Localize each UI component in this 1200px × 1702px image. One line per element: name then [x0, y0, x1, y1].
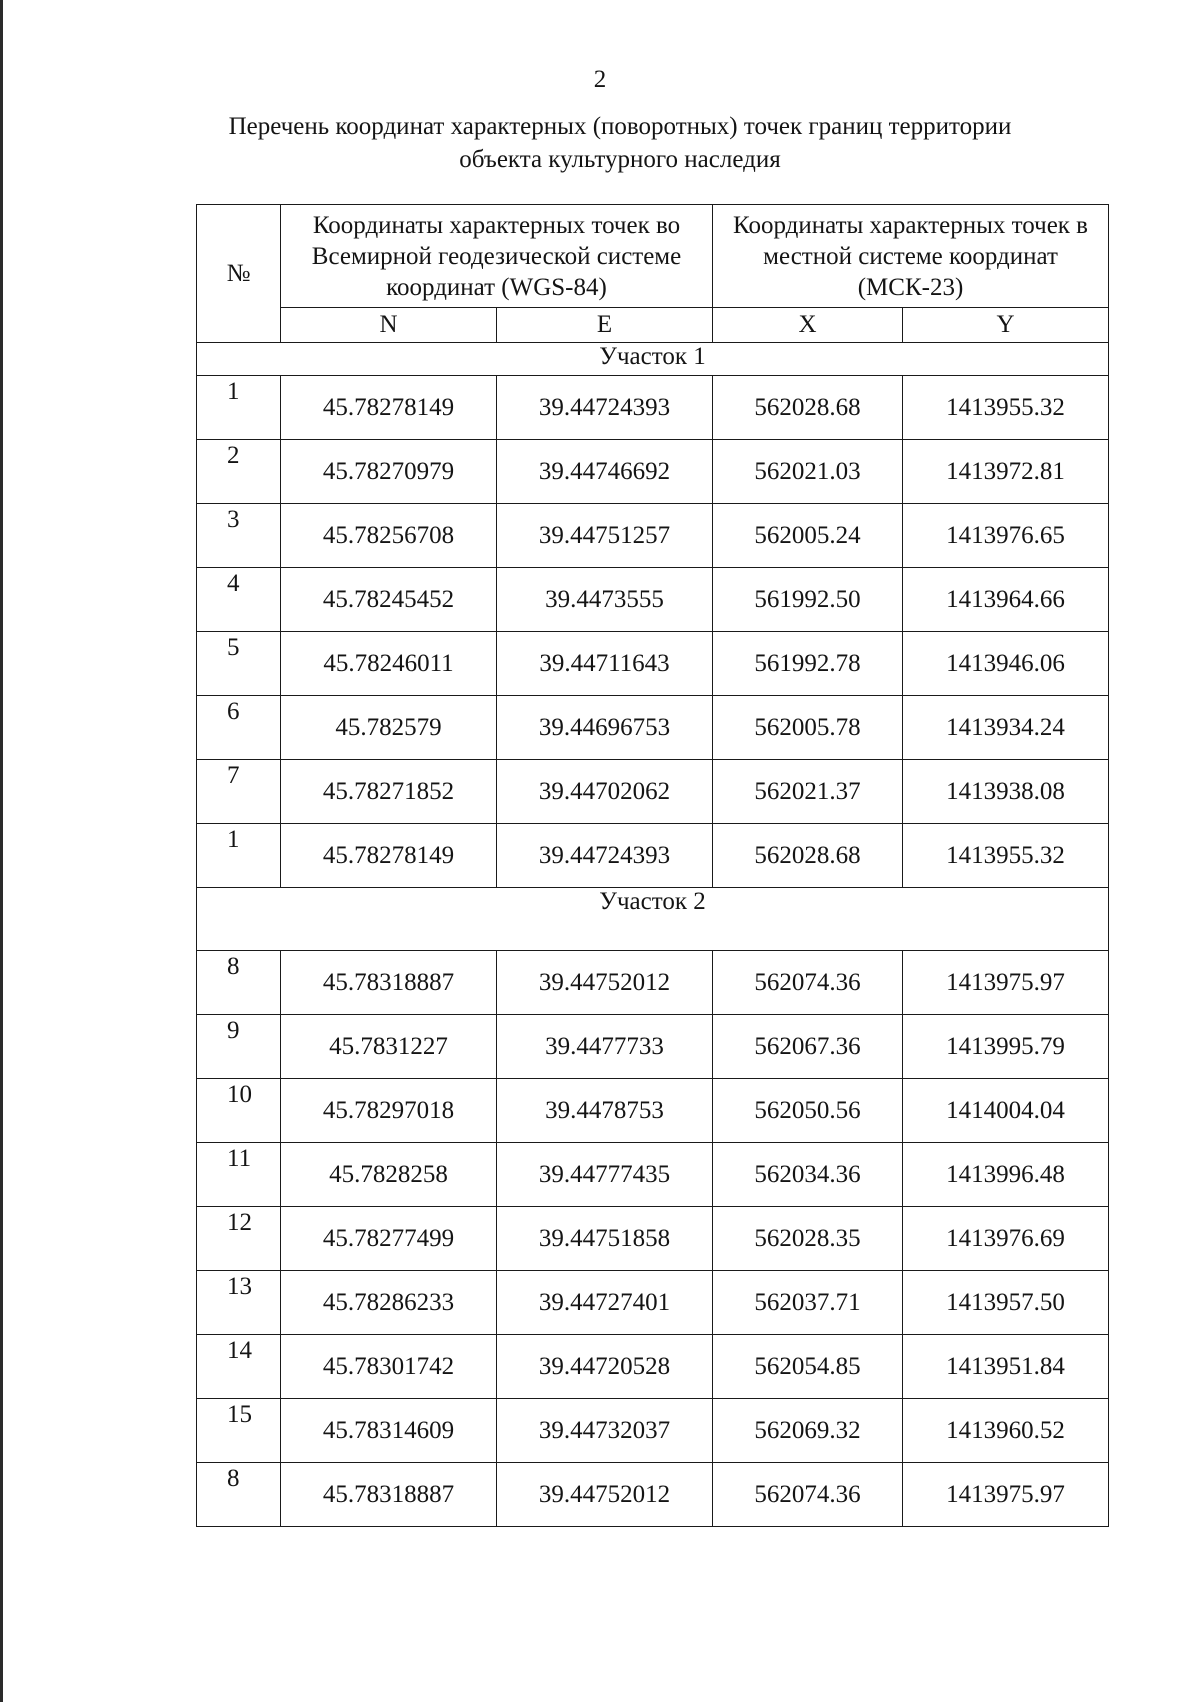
- cell-longitude-e: 39.44724393: [497, 376, 713, 440]
- cell-point-number: 12: [197, 1207, 281, 1271]
- cell-coord-x: 562054.85: [713, 1335, 903, 1399]
- page-number: 2: [593, 66, 607, 93]
- table-row: [197, 824, 1109, 888]
- cell-longitude-e: 39.44702062: [497, 760, 713, 824]
- table-row: [197, 951, 1109, 1015]
- cell-latitude-n: 45.78277499: [281, 1207, 497, 1271]
- cell-longitude-e: 39.44696753: [497, 696, 713, 760]
- cell-point-number: 1: [197, 376, 281, 440]
- cell-coord-y: 1413976.69: [903, 1207, 1109, 1271]
- cell-latitude-n: 45.7828258: [281, 1143, 497, 1207]
- cell-longitude-e: 39.4477733: [497, 1015, 713, 1079]
- cell-coord-x: 562028.68: [713, 376, 903, 440]
- cell-coord-x: 562005.24: [713, 504, 903, 568]
- cell-coord-y: 1413975.97: [903, 951, 1109, 1015]
- cell-latitude-n: 45.78318887: [281, 951, 497, 1015]
- cell-coord-y: 1414004.04: [903, 1079, 1109, 1143]
- table-row: [197, 1015, 1109, 1079]
- cell-point-number: 6: [197, 696, 281, 760]
- table-row: [197, 1399, 1109, 1463]
- cell-latitude-n: 45.782579: [281, 696, 497, 760]
- cell-latitude-n: 45.78286233: [281, 1271, 497, 1335]
- column-group-wgs84: Координаты характерных точек во Всемирной геодезической системе координат (WGS-84): [281, 205, 713, 308]
- table-row: [197, 1207, 1109, 1271]
- table-row: [197, 760, 1109, 824]
- cell-coord-y: 1413995.79: [903, 1015, 1109, 1079]
- cell-longitude-e: 39.44751858: [497, 1207, 713, 1271]
- column-header-number: №: [197, 205, 281, 343]
- cell-coord-x: 562074.36: [713, 951, 903, 1015]
- cell-latitude-n: 45.78256708: [281, 504, 497, 568]
- table-row: [197, 696, 1109, 760]
- cell-latitude-n: 45.78245452: [281, 568, 497, 632]
- table-row: [197, 1463, 1109, 1527]
- cell-longitude-e: 39.44724393: [497, 824, 713, 888]
- cell-point-number: 1: [197, 824, 281, 888]
- cell-coord-x: 562067.36: [713, 1015, 903, 1079]
- table-body: [197, 343, 1109, 1527]
- cell-point-number: 2: [197, 440, 281, 504]
- cell-coord-x: 562021.37: [713, 760, 903, 824]
- cell-latitude-n: 45.78246011: [281, 632, 497, 696]
- cell-point-number: 4: [197, 568, 281, 632]
- column-group-msk23: Координаты характерных точек в местной системе координат (МСК-23): [713, 205, 1109, 308]
- table-row: [197, 1143, 1109, 1207]
- cell-coord-x: 562028.68: [713, 824, 903, 888]
- cell-point-number: 11: [197, 1143, 281, 1207]
- cell-point-number: 5: [197, 632, 281, 696]
- section-label: Участок 1: [197, 343, 1109, 376]
- cell-longitude-e: 39.44711643: [497, 632, 713, 696]
- table-row: [197, 568, 1109, 632]
- cell-coord-y: 1413957.50: [903, 1271, 1109, 1335]
- cell-coord-x: 562050.56: [713, 1079, 903, 1143]
- cell-longitude-e: 39.44720528: [497, 1335, 713, 1399]
- cell-coord-x: 562074.36: [713, 1463, 903, 1527]
- cell-longitude-e: 39.44752012: [497, 1463, 713, 1527]
- document-title-line-2: объекта культурного наследия: [459, 146, 781, 173]
- column-header-n: N: [281, 308, 497, 343]
- cell-coord-y: 1413955.32: [903, 376, 1109, 440]
- column-header-y: Y: [903, 308, 1109, 343]
- coordinates-table: [196, 204, 1109, 1527]
- cell-coord-x: 562034.36: [713, 1143, 903, 1207]
- cell-coord-y: 1413938.08: [903, 760, 1109, 824]
- cell-latitude-n: 45.78301742: [281, 1335, 497, 1399]
- cell-longitude-e: 39.44732037: [497, 1399, 713, 1463]
- cell-point-number: 8: [197, 951, 281, 1015]
- cell-longitude-e: 39.4473555: [497, 568, 713, 632]
- table-row: [197, 1271, 1109, 1335]
- cell-latitude-n: 45.78271852: [281, 760, 497, 824]
- cell-point-number: 7: [197, 760, 281, 824]
- cell-latitude-n: 45.7831227: [281, 1015, 497, 1079]
- cell-coord-x: 562021.03: [713, 440, 903, 504]
- cell-coord-x: 561992.50: [713, 568, 903, 632]
- table-row: [197, 376, 1109, 440]
- cell-coord-y: 1413946.06: [903, 632, 1109, 696]
- cell-coord-x: 562037.71: [713, 1271, 903, 1335]
- cell-longitude-e: 39.44777435: [497, 1143, 713, 1207]
- cell-coord-y: 1413972.81: [903, 440, 1109, 504]
- column-header-e: E: [497, 308, 713, 343]
- cell-coord-y: 1413975.97: [903, 1463, 1109, 1527]
- table-row: [197, 440, 1109, 504]
- table-row: [197, 632, 1109, 696]
- section-row: [197, 888, 1109, 951]
- cell-longitude-e: 39.44727401: [497, 1271, 713, 1335]
- cell-point-number: 3: [197, 504, 281, 568]
- document-title-line-1: Перечень координат характерных (поворотных) точек границ территории: [228, 113, 1012, 140]
- cell-coord-y: 1413964.66: [903, 568, 1109, 632]
- cell-coord-y: 1413934.24: [903, 696, 1109, 760]
- cell-coord-y: 1413976.65: [903, 504, 1109, 568]
- cell-coord-y: 1413955.32: [903, 824, 1109, 888]
- cell-latitude-n: 45.78318887: [281, 1463, 497, 1527]
- cell-point-number: 8: [197, 1463, 281, 1527]
- cell-coord-x: 561992.78: [713, 632, 903, 696]
- section-label: Участок 2: [197, 888, 1109, 951]
- cell-latitude-n: 45.78270979: [281, 440, 497, 504]
- table-row: [197, 1335, 1109, 1399]
- cell-latitude-n: 45.78278149: [281, 824, 497, 888]
- cell-latitude-n: 45.78297018: [281, 1079, 497, 1143]
- cell-coord-y: 1413951.84: [903, 1335, 1109, 1399]
- cell-longitude-e: 39.44746692: [497, 440, 713, 504]
- cell-latitude-n: 45.78314609: [281, 1399, 497, 1463]
- scan-edge: [0, 0, 3, 1702]
- cell-latitude-n: 45.78278149: [281, 376, 497, 440]
- cell-coord-x: 562005.78: [713, 696, 903, 760]
- cell-coord-x: 562069.32: [713, 1399, 903, 1463]
- cell-longitude-e: 39.44752012: [497, 951, 713, 1015]
- cell-point-number: 9: [197, 1015, 281, 1079]
- cell-point-number: 13: [197, 1271, 281, 1335]
- cell-point-number: 10: [197, 1079, 281, 1143]
- document-title: [140, 110, 1100, 176]
- section-row: [197, 343, 1109, 376]
- cell-longitude-e: 39.44751257: [497, 504, 713, 568]
- table-row: [197, 504, 1109, 568]
- cell-coord-y: 1413996.48: [903, 1143, 1109, 1207]
- column-header-x: X: [713, 308, 903, 343]
- cell-coord-y: 1413960.52: [903, 1399, 1109, 1463]
- cell-longitude-e: 39.4478753: [497, 1079, 713, 1143]
- table-row: [197, 1079, 1109, 1143]
- cell-coord-x: 562028.35: [713, 1207, 903, 1271]
- cell-point-number: 15: [197, 1399, 281, 1463]
- cell-point-number: 14: [197, 1335, 281, 1399]
